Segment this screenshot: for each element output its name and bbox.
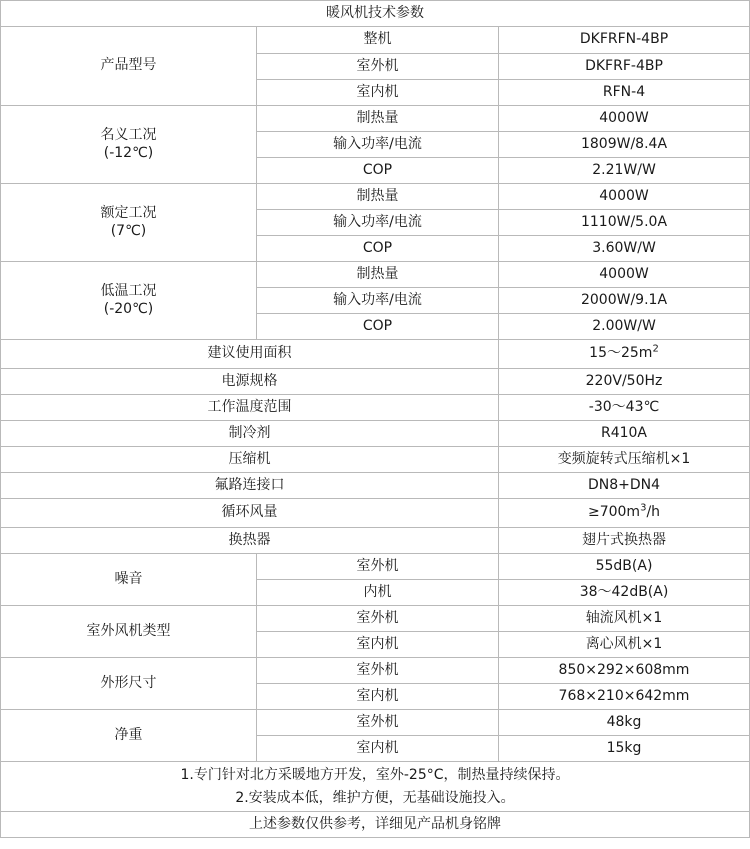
row-item: 内机	[257, 580, 499, 606]
row-item: COP	[257, 314, 499, 340]
table-row	[1, 106, 750, 132]
row-item: 室内机	[257, 632, 499, 658]
spec-value: R410A	[499, 421, 750, 447]
footer-note: 上述参数仅供参考，详细见产品机身铭牌	[1, 812, 750, 838]
spec-value	[499, 340, 750, 369]
table-title-row	[1, 1, 750, 27]
spec-label: 氟路连接口	[1, 473, 499, 499]
table-title: 暖风机技术参数	[1, 1, 750, 27]
footer-row	[1, 812, 750, 838]
spec-label: 制冷剂	[1, 421, 499, 447]
row-item: 室内机	[257, 736, 499, 762]
spec-value: 220V/50Hz	[499, 369, 750, 395]
row-item: 室外机	[257, 606, 499, 632]
row-item: 室内机	[257, 80, 499, 106]
group-label-model: 产品型号	[1, 27, 257, 106]
table-row	[1, 499, 750, 528]
spec-value	[499, 499, 750, 528]
spec-label: 工作温度范围	[1, 395, 499, 421]
airflow-value: ≥700m	[587, 504, 641, 521]
spec-value: 翅片式换热器	[499, 528, 750, 554]
row-value: DKFRF-4BP	[499, 54, 750, 80]
table-row	[1, 184, 750, 210]
group-label-lowtemp	[1, 262, 257, 340]
spec-label: 换热器	[1, 528, 499, 554]
table-row	[1, 447, 750, 473]
table-row	[1, 554, 750, 580]
group-label-nominal	[1, 106, 257, 184]
row-value: 15kg	[499, 736, 750, 762]
group-label-fan: 室外风机类型	[1, 606, 257, 658]
note-line: 1.专门针对北方采暖地方开发，室外-25°C，制热量持续保持。	[180, 767, 570, 784]
row-item: 输入功率/电流	[257, 288, 499, 314]
row-item: 制热量	[257, 184, 499, 210]
group-title: 名义工况	[100, 127, 157, 143]
row-item: COP	[257, 158, 499, 184]
row-value: 4000W	[499, 262, 750, 288]
table-row	[1, 658, 750, 684]
row-value: 1809W/8.4A	[499, 132, 750, 158]
group-condition: (7℃)	[110, 222, 147, 239]
row-value: 48kg	[499, 710, 750, 736]
row-item: 制热量	[257, 262, 499, 288]
group-condition: (-12℃)	[103, 144, 154, 161]
airflow-superscript: 3	[640, 502, 647, 514]
spec-value: -30～43℃	[499, 395, 750, 421]
row-value: 850×292×608mm	[499, 658, 750, 684]
row-value: RFN-4	[499, 80, 750, 106]
row-value: 离心风机×1	[499, 632, 750, 658]
spec-label: 电源规格	[1, 369, 499, 395]
table-row	[1, 340, 750, 369]
spec-label: 循环风量	[1, 499, 499, 528]
table-row	[1, 528, 750, 554]
group-label-noise: 噪音	[1, 554, 257, 606]
notes-row	[1, 762, 750, 812]
spec-label: 压缩机	[1, 447, 499, 473]
row-item: 输入功率/电流	[257, 210, 499, 236]
row-item: 室外机	[257, 54, 499, 80]
row-item: 输入功率/电流	[257, 132, 499, 158]
table-row	[1, 606, 750, 632]
group-title: 低温工况	[100, 283, 157, 299]
row-value: 2000W/9.1A	[499, 288, 750, 314]
row-value: 轴流风机×1	[499, 606, 750, 632]
row-value: 3.60W/W	[499, 236, 750, 262]
group-label-size: 外形尺寸	[1, 658, 257, 710]
row-value: 4000W	[499, 184, 750, 210]
row-value: 2.00W/W	[499, 314, 750, 340]
row-item: 室外机	[257, 554, 499, 580]
row-value: 1110W/5.0A	[499, 210, 750, 236]
row-value: 55dB(A)	[499, 554, 750, 580]
row-value: 768×210×642mm	[499, 684, 750, 710]
table-row	[1, 27, 750, 54]
table-row	[1, 262, 750, 288]
group-label-rated	[1, 184, 257, 262]
spec-label: 建议使用面积	[1, 340, 499, 369]
airflow-unit: /h	[646, 504, 661, 521]
area-superscript: 2	[652, 343, 659, 355]
group-condition: (-20℃)	[103, 300, 154, 317]
spec-value: DN8+DN4	[499, 473, 750, 499]
row-value: DKFRFN-4BP	[499, 27, 750, 54]
row-value: 38～42dB(A)	[499, 580, 750, 606]
note-line: 2.安装成本低，维护方便，无基础设施投入。	[235, 789, 515, 806]
row-item: 整机	[257, 27, 499, 54]
table-row	[1, 395, 750, 421]
row-item: 室内机	[257, 684, 499, 710]
group-label-weight: 净重	[1, 710, 257, 762]
row-value: 2.21W/W	[499, 158, 750, 184]
row-item: 制热量	[257, 106, 499, 132]
notes-cell	[1, 762, 750, 812]
row-item: 室外机	[257, 710, 499, 736]
row-item: 室外机	[257, 658, 499, 684]
table-row	[1, 421, 750, 447]
row-item: COP	[257, 236, 499, 262]
group-title: 额定工况	[100, 205, 157, 221]
row-value: 4000W	[499, 106, 750, 132]
table-row	[1, 369, 750, 395]
table-row	[1, 710, 750, 736]
area-value: 15～25m	[589, 345, 653, 362]
spec-value: 变频旋转式压缩机×1	[499, 447, 750, 473]
table-row	[1, 473, 750, 499]
